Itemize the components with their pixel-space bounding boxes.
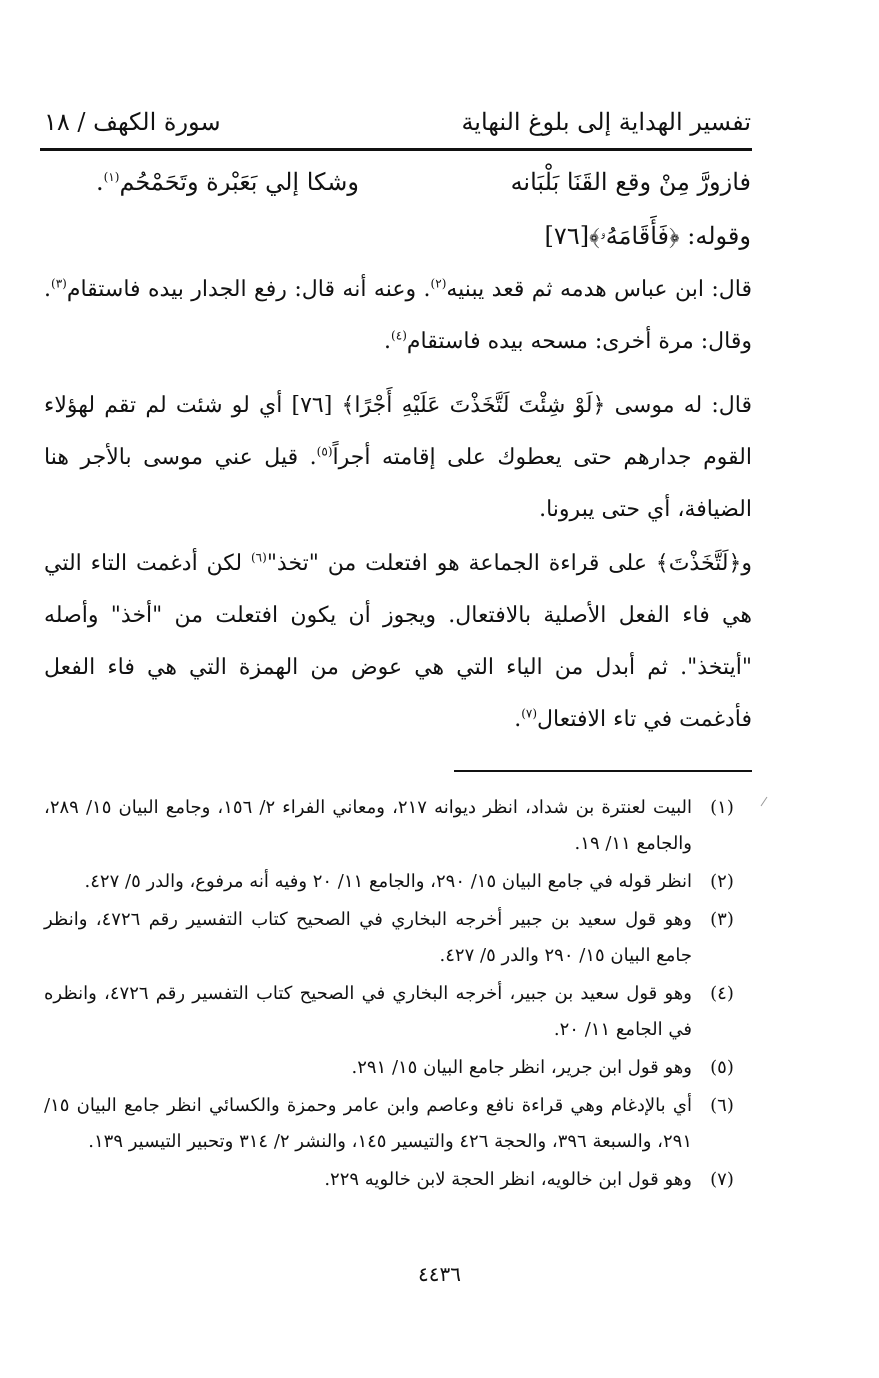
paragraph-ittakhadht xyxy=(44,538,752,746)
quran-text: لَتَّخَذْتَ xyxy=(668,551,729,576)
footnote-4 xyxy=(44,976,752,1048)
footnotes xyxy=(44,790,752,1200)
footnote-number: (٤) xyxy=(710,983,734,1004)
footnote-ref: (٧) xyxy=(521,706,538,721)
paragraph-text: و﴿ xyxy=(728,551,753,576)
footnote-ref: (٦) xyxy=(250,550,267,565)
footnote-text: البيت لعنترة بن شداد، انظر ديوانه ٢١٧، ومعاني الفراء ٢/ ١٥٦، وجامع البيان ١٥/ ٢٨٩، والجامع ١١/ ١٩. xyxy=(44,797,692,854)
footnote-ref: (١) xyxy=(103,170,120,184)
footnote-text: وهو قول ابن جرير، انظر جامع البيان ١٥/ ٢٩١. xyxy=(351,1057,692,1078)
footnote-text: وهو قول سعيد بن جبير أخرجه البخاري في الصحيح كتاب التفسير رقم ٤٧٢٦، وانظر جامع البيان ١٥/ ٢٩٠ والدر ٥/ ٤٢٧. xyxy=(44,909,692,966)
footnote-ref: (٥) xyxy=(316,444,333,459)
verse-hemistich-1: فازورَّ مِنْ وقع القَنَا بَلْبَانه xyxy=(510,168,751,196)
paragraph-text: قال: ابن عباس هدمه ثم قعد يبنيه xyxy=(446,277,753,302)
footnote-ref: (٤) xyxy=(391,328,407,343)
footnote-text: وهو قول سعيد بن جبير، أخرجه البخاري في الصحيح كتاب التفسير رقم ٤٧٢٦، وانظره في الجامع ١١/ ٢٠. xyxy=(44,983,692,1040)
footnote-text: وهو قول ابن خالويه، انظر الحجة لابن خالويه ٢٢٩. xyxy=(324,1169,692,1190)
running-title: تفسير الهداية إلى بلوغ النهاية xyxy=(461,108,751,136)
verse-hemistich-2-end: . xyxy=(95,168,104,196)
footnote-text: أي بالإدغام وهي قراءة نافع وعاصم وابن عامر وحمزة والكسائي انظر جامع البيان ١٥/ ٢٩١، والسبعة ٣٩٦، والحجة ٤٢٦ والتيسير ١٤٥، والنشر ٢/ ٣١٤ وتحبير التيسير ١٣٩. xyxy=(44,1095,692,1152)
paragraph-text: لكن أدغمت التاء التي هي فاء الفعل الأصلية بالافتعال. ويجوز أن يكون افتعلت من "أخذ" وأصله "أيتخذ". ثم أبدل من الياء التي هي عوض من الهمزة التي هي فاء الفعل فأدغمت في تاء الافتعال xyxy=(44,551,752,732)
footnote-number: (٧) xyxy=(710,1169,734,1190)
verse-hemistich-2 xyxy=(96,168,359,196)
footnote-number: (٢) xyxy=(710,871,734,892)
footnote-number: (٥) xyxy=(710,1057,734,1078)
paragraph-text: . وقال: مرة أخرى: مسحه بيده فاستقام xyxy=(44,277,752,354)
paragraph-text: . قيل عني موسى بالأجر هنا الضيافة، أي حتى يبرونا. xyxy=(44,445,752,522)
quote-prefix: وقوله: ﴿ xyxy=(669,222,751,250)
paragraph-ibn-abbas xyxy=(44,264,752,368)
margin-tick-mark xyxy=(760,796,768,808)
paragraph-text: ﴾ على قراءة الجماعة هو افتعلت من "تخذ" xyxy=(266,551,669,576)
paragraph-text: . وعنه أنه قال: رفع الجدار بيده فاستقام xyxy=(66,277,431,302)
page-number: ٤٤٣٦ xyxy=(418,1262,461,1286)
footnote-1 xyxy=(44,790,752,862)
footnote-ref: (٢) xyxy=(430,276,447,291)
paragraph-text: . xyxy=(514,707,522,732)
quran-quote-line xyxy=(545,222,751,250)
footnote-separator xyxy=(454,770,752,772)
footnote-2 xyxy=(44,864,752,900)
paragraph-text: . xyxy=(384,329,392,354)
footnote-number: (١) xyxy=(710,797,734,818)
footnote-number: (٦) xyxy=(710,1095,734,1116)
footnote-5 xyxy=(44,1050,752,1086)
paragraph-text: قال: له موسى ﴿ xyxy=(592,393,752,418)
footnote-text: انظر قوله في جامع البيان ١٥/ ٢٩٠، والجامع ١١/ ٢٠ وفيه أنه مرفوع، والدر ٥/ ٤٢٧. xyxy=(84,871,692,892)
surah-reference: سورة الكهف / ١٨ xyxy=(44,108,221,136)
quote-suffix: ﴾[٧٦] xyxy=(544,222,600,250)
quran-text: فَأَقَامَهُۥ xyxy=(599,222,669,250)
header-rule xyxy=(40,148,752,151)
paragraph-musa xyxy=(44,380,752,536)
quran-text: لَوْ شِئْتَ لَتَّخَذْتَ عَلَيْهِ أَجْرًا xyxy=(354,393,593,418)
footnote-7 xyxy=(44,1162,752,1198)
footnote-6 xyxy=(44,1088,752,1160)
footnote-3 xyxy=(44,902,752,974)
footnote-ref: (٣) xyxy=(51,276,67,291)
verse-hemistich-2-text: وشكا إلي بَعَبْرة وتَحَمْحُم xyxy=(119,168,359,196)
paragraph-text: ﴾ [٧٦] أي لو شئت لم تقم لهؤلاء القوم جدارهم حتى يعطوك على إقامته أجراً xyxy=(44,393,752,470)
footnote-number: (٣) xyxy=(710,909,734,930)
